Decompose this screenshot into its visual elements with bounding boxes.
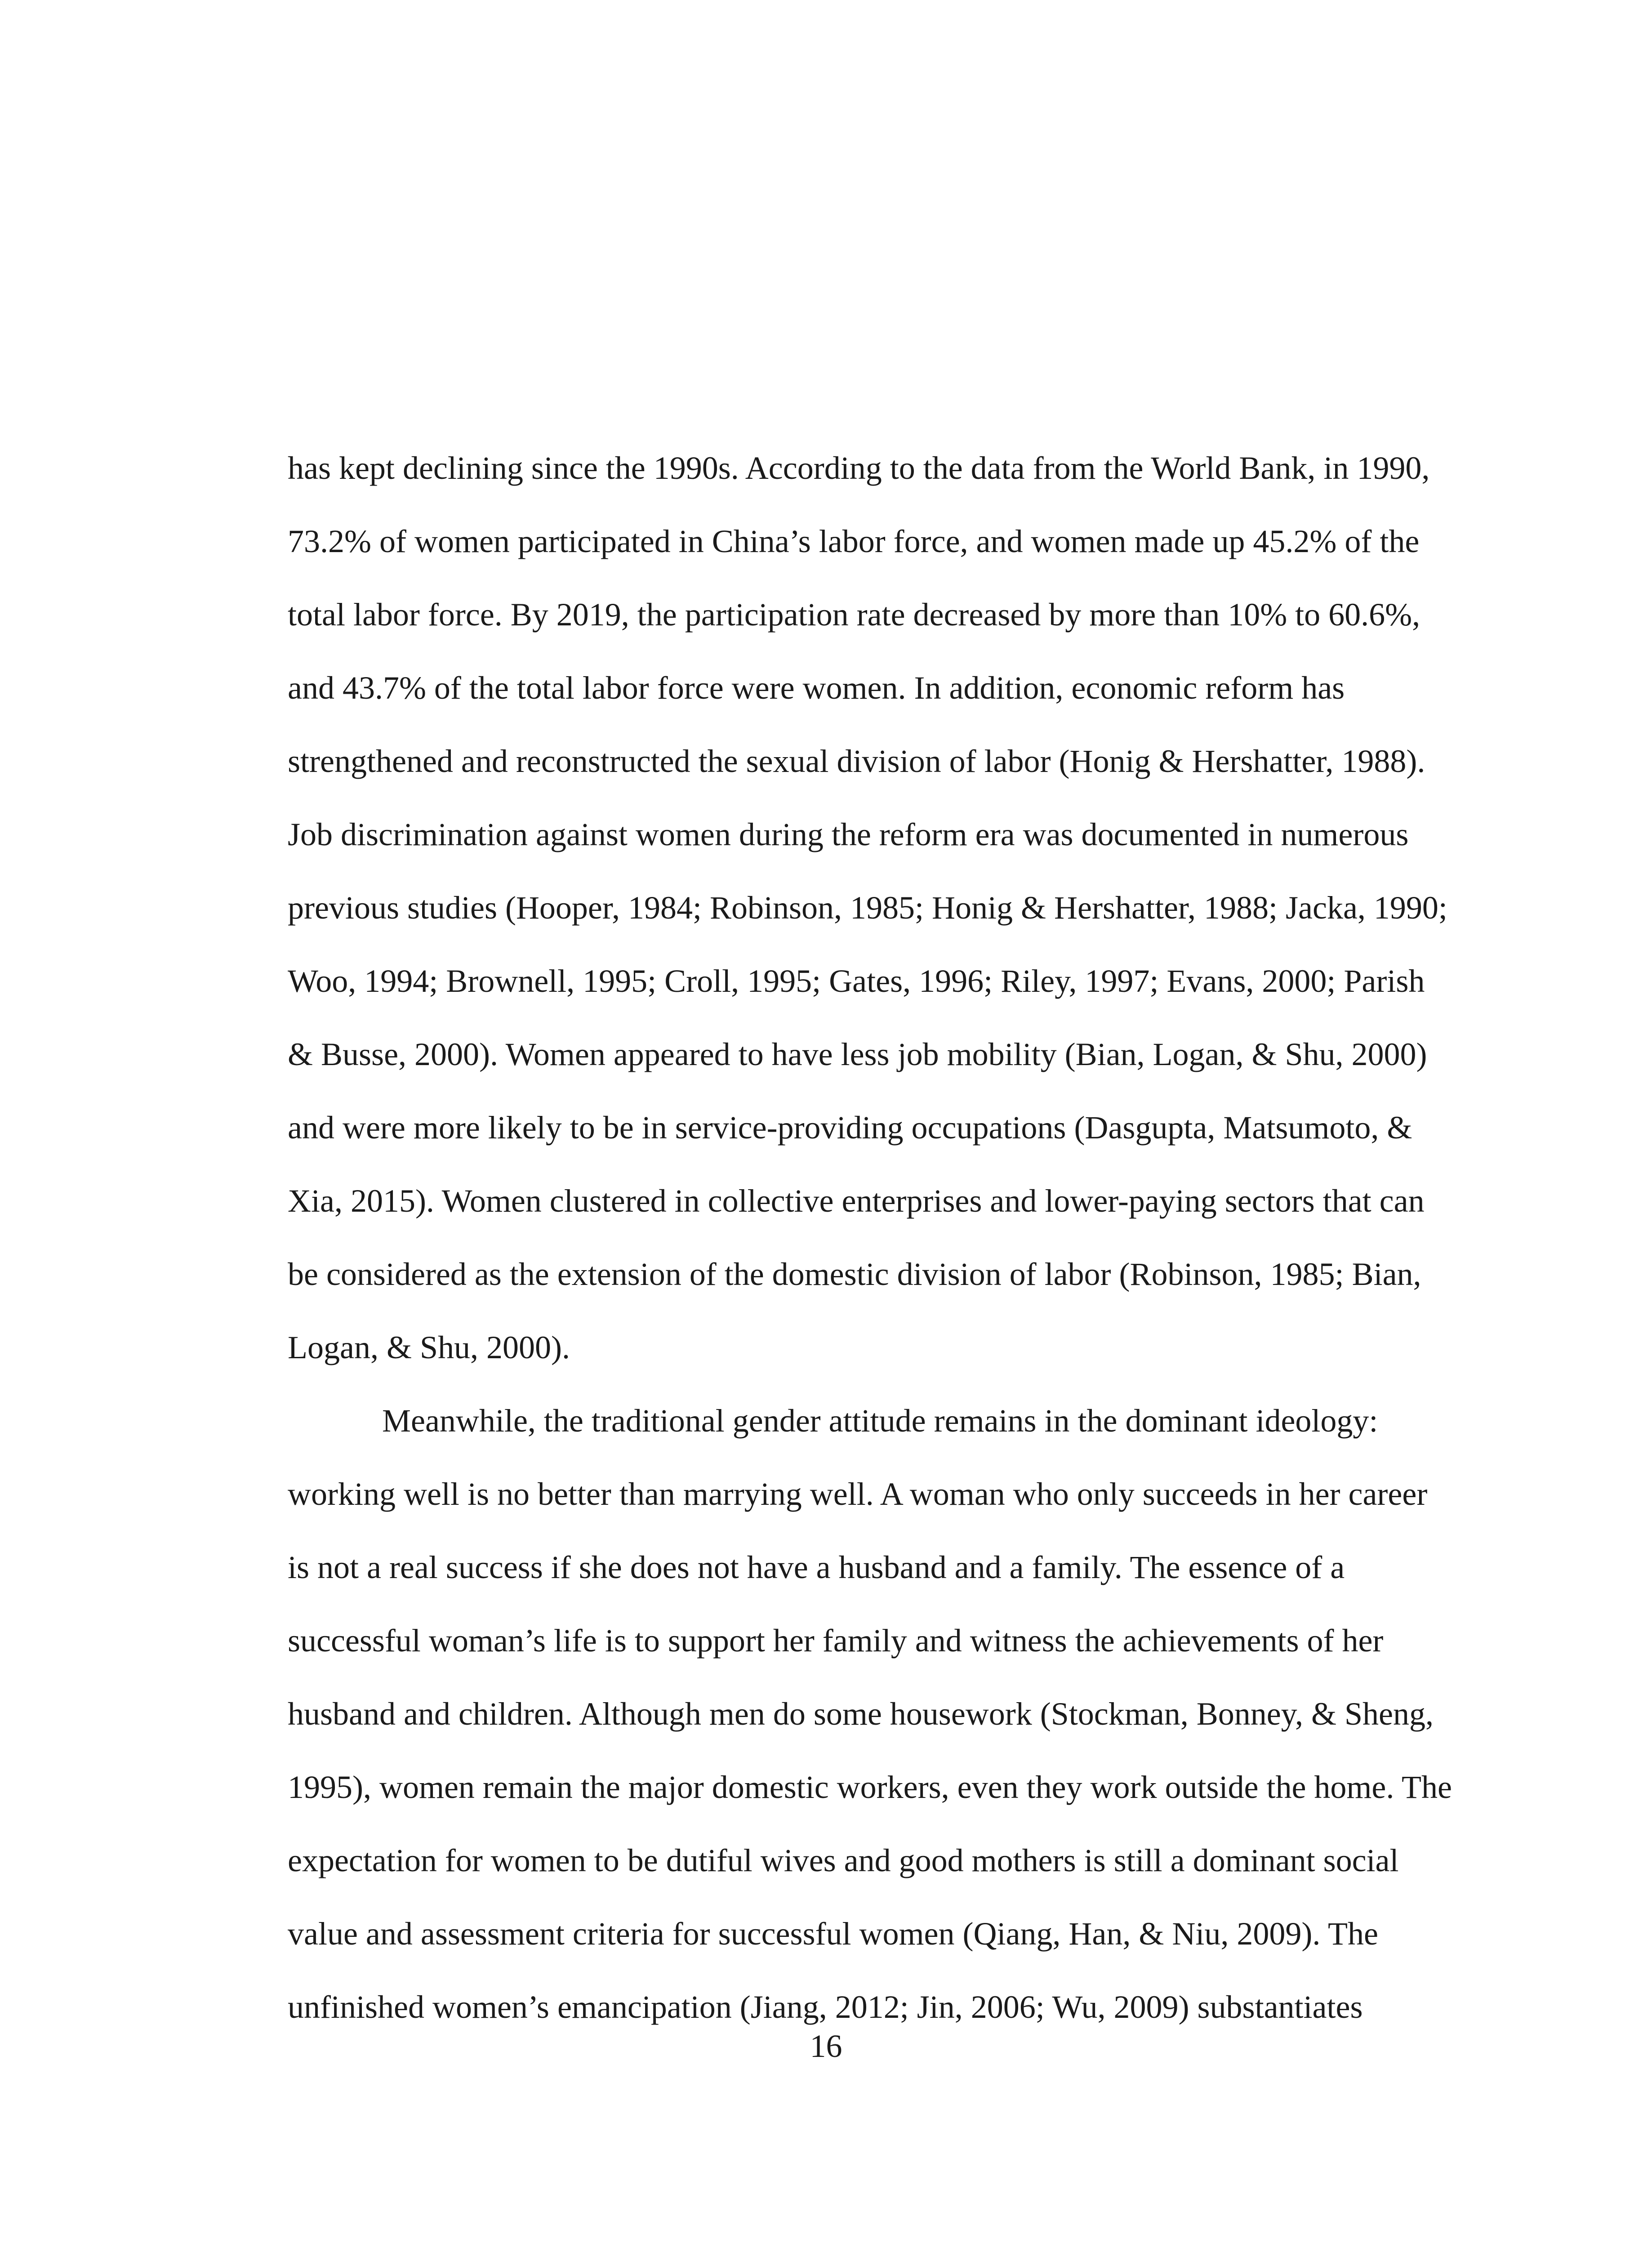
body-text <box>288 432 1452 2044</box>
text-line: value and assessment criteria for successful women (Qiang, Han, & Niu, 2009). The <box>288 1916 1378 1952</box>
text-line: previous studies (Hooper, 1984; Robinson, 1985; Honig & Hershatter, 1988; Jacka, 1990; <box>288 890 1447 926</box>
paragraph-start-line: Meanwhile, the traditional gender attitude remains in the dominant ideology: <box>382 1403 1378 1439</box>
text-line: and 43.7% of the total labor force were women. In addition, economic reform has <box>288 670 1345 706</box>
text-line: Logan, & Shu, 2000). <box>288 1329 570 1365</box>
text-line: successful woman’s life is to support her family and witness the achievements of her <box>288 1623 1384 1659</box>
text-line: is not a real success if she does not have a husband and a family. The essence of a <box>288 1549 1345 1585</box>
text-line: and were more likely to be in service-providing occupations (Dasgupta, Matsumoto, & <box>288 1110 1412 1146</box>
text-line: husband and children. Although men do some housework (Stockman, Bonney, & Sheng, <box>288 1696 1434 1732</box>
text-line: unfinished women’s emancipation (Jiang, 2012; Jin, 2006; Wu, 2009) substantiates <box>288 1989 1363 2025</box>
text-line: total labor force. By 2019, the participation rate decreased by more than 10% to 60.6%, <box>288 597 1420 633</box>
text-line: has kept declining since the 1990s. According to the data from the World Bank, in 1990, <box>288 450 1430 486</box>
text-line: 73.2% of women participated in China’s labor force, and women made up 45.2% of the <box>288 523 1420 559</box>
text-line: Woo, 1994; Brownell, 1995; Croll, 1995; Gates, 1996; Riley, 1997; Evans, 2000; Parish <box>288 963 1425 999</box>
text-line: Xia, 2015). Women clustered in collective enterprises and lower-paying sectors that can <box>288 1183 1425 1219</box>
text-line: be considered as the extension of the domestic division of labor (Robinson, 1985; Bian, <box>288 1256 1421 1292</box>
text-line: strengthened and reconstructed the sexual division of labor (Honig & Hershatter, 1988). <box>288 743 1425 779</box>
text-line: working well is no better than marrying well. A woman who only succeeds in her career <box>288 1476 1428 1512</box>
text-line: 1995), women remain the major domestic workers, even they work outside the home. The <box>288 1769 1452 1805</box>
text-line: & Busse, 2000). Women appeared to have less job mobility (Bian, Logan, & Shu, 2000) <box>288 1036 1427 1072</box>
text-line: Job discrimination against women during the reform era was documented in numerous <box>288 816 1409 852</box>
page-number: 16 <box>810 2028 842 2064</box>
text-line: expectation for women to be dutiful wives and good mothers is still a dominant social <box>288 1842 1399 1878</box>
